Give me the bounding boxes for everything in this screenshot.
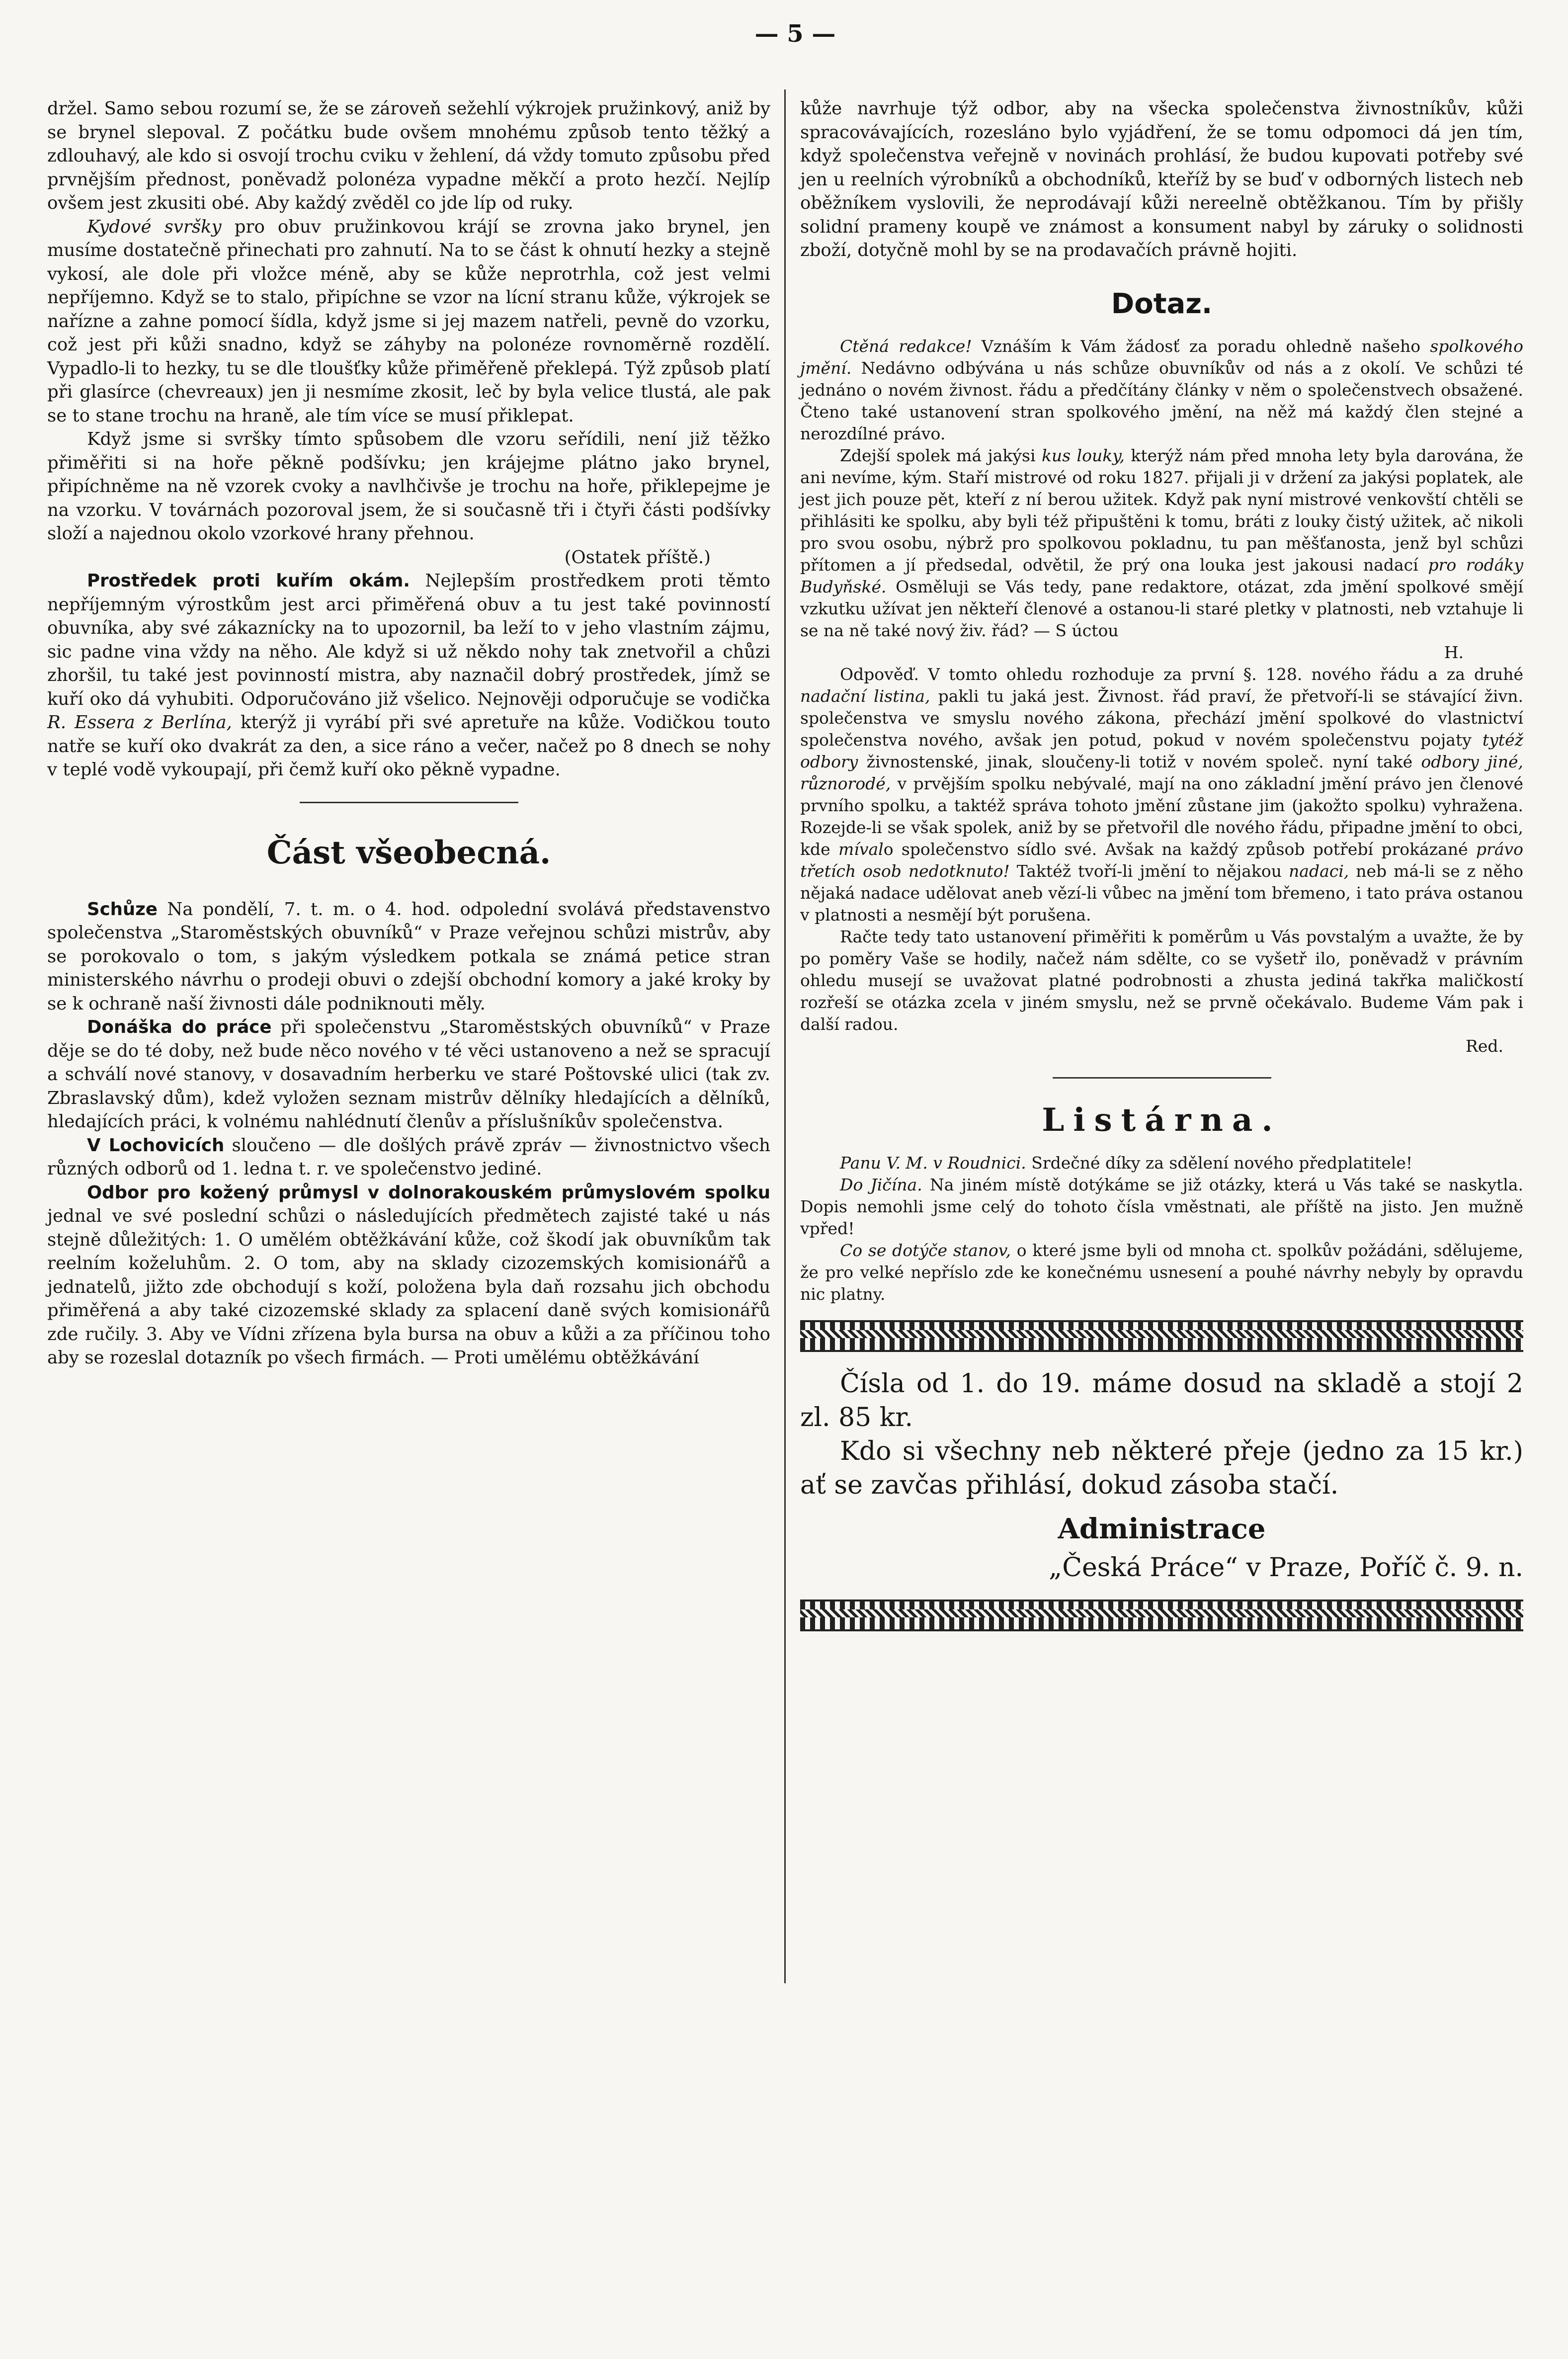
article-heading: Prostředek proti kuřím okám. — [87, 571, 410, 591]
news-item: Schůze Na pondělí, 7. t. m. o 4. hod. odpolední svolává představenstvo společenstva „Staroměstských obuvníků“ v Praze veřejnou schůzi mistrův, aby se porokovalo o tom, s jakým výsledkem potkala se známá petice stran ministerského návrhu o prodeji obuvi o zdejší obchodní komory a jaké kroky by se k ochraně naší živnosti dále podniknouti měly. — [47, 899, 770, 1014]
continuation-note: (Ostatek příště.) — [564, 547, 711, 568]
ornament-border-top — [800, 1320, 1523, 1352]
news-item: V Lochovicích sloučeno — dle došlých právě zpráv — živnostnictvo všech různých odborů od 1. ledna t. r. ve společenstvo jediné. — [47, 1135, 771, 1179]
news-item: Donáška do práce při společenstvu „Staroměstských obuvníků“ v Praze děje se do té doby, než bude něco nového v té věci ustanoveno a než se spracují a schválí nové stanovy, v dosavadním herberku ve staré Poštovské ulici (tak zv. Zbraslavský dům), kdež vyložen seznam mistrův dělníky hledajících a dělníků, hledajících práci, k volnému nahlédnutí členův a příslušníkův společenstva. — [47, 1017, 771, 1132]
paragraph: držel. Samo sebou rozumí se, že se zároveň sežehlí výkrojek pružinkový, aniž by se brynel slepoval. Z počátku bude ovšem mnohému způsob tento těžký a zdlouhavý, ale kdo si osvojí trochu cviku v žehlení, dá vždy tomuto způsobu před prvnějším přednost, poněvadž polonéza vypadne měkčí a proto hezčí. Nejlíp ovšem jest zkusiti obé. Aby každý zvěděl co jde líp od ruky. — [47, 98, 770, 213]
left-column — [47, 97, 770, 1370]
right-column — [800, 97, 1523, 1646]
paragraph: Kydové svršky pro obuv pružinkovou krájí se zrovna jako brynel, jen musíme dostatečně přinechati pro zahnutí. Na to se část k ohnutí hezky a stejně vykosí, ale dole při vložce méně, aby se kůže neprotrhla, což jest velmi nepříjemno. Když se to stalo, připíchne se vzor na lícní stranu kůže, výkrojek se nařízne a zahne pomocí šídla, když jsme si jej mazem natřeli, pevně do vzorku, což jest při kůži snadno, když se záhyby na polonéze rovnoměrně rozdělí. Vypadlo-li to hezky, tu se dle tloušťky kůže přiměřeně překlepá. Týž způsob platí při glasírce (chevreaux) jen ji nesmíme zkosit, leč by byla velice tlustá, ale pak se to stane trochu na hraně, ale tím více se musí přiklepat. — [47, 216, 771, 426]
letter-paragraph: Ctěná redakce! Vznáším k Vám žádosť za poradu ohledně našeho spolkového jmění. Nedávno odbývána u nás schůze obuvníkův od nás a z okolí. Ve schůzi té jednáno o novém živnost. řádu a předčítány články v něm o společenstvech obsažené. Čteno také ustanovení stran spolkového jmění, na něž má každý člen stejné a nerozdílné právo. — [800, 337, 1523, 443]
listarna-item: Co se dotýče stanov, o které jsme byli od mnoha ct. spolkův požádáni, sdělujeme, že pro velké nepříslo zde ke konečnému usnesení a pouhé návrhy nebyly by opravdu nic platny. — [800, 1240, 1524, 1304]
paragraph: kůže navrhuje týž odbor, aby na všecka společenstva živnostníkův, kůži spracovávajících, rozesláno bylo vyjádření, že se tomu odpomoci dá jen tím, když společenstva veřejně v novinách prohlásí, že budou kupovati potřeby své jen u reelních výrobníků a obchodníků, kteříž by se buď v odborných listech neb oběžníkem vyslovili, že neprodávají kůži nereelně obtěžkanou. Tím by přišly solidní prameny koupě ve známost a konsument nabyl by záruky o solidnosti zboží, dotyčně mohl by se na prodavačích právně hojiti. — [800, 98, 1523, 260]
reply-paragraph: Račte tedy tato ustanovení přiměřiti k poměrům u Vás povstalým a uvažte, že by po poměry Vaše se hodily, načež nám sdělte, co se vyšetř ilo, poněvadž v právním ohledu musejí se uvažovat platné podrobnosti a zhusta jediná takřka maličkostí rozřeší se otázka zcela v jiném smyslu, než se prvně očekávalo. Budeme Vám pak i další radou. — [800, 927, 1523, 1034]
listarna-item: Panu V. M. v Roudnici. Srdečné díky za sdělení nového předplatitele! — [840, 1153, 1413, 1173]
advertisement — [800, 1367, 1523, 1585]
section-title: Část všeobecná. — [266, 834, 551, 871]
reply-paragraph: Odpověď. V tomto ohledu rozhoduje za první §. 128. nového řádu a za druhé nadační listina, pakli tu jaká jest. Živnost. řád praví, že přetvoří-li se stávající živn. společenstva ve smyslu nového zákona, přechází jmění spolkové do vlastnictví společenstva nového, avšak jen potud, pokud v novém společenstvu pojaty tytéž odbory živnostenské, jinak, sloučeny-li totiž v novém společ. nyní také odbory jiné, různorodé, v prvějším spolku nebývalé, mají na ono základní jmění právo jen členové prvního spolku, a taktéž správa tohoto jmění zůstane jim (jakožto spolku) vyhražena. Rozejde-li se však spolek, aniž by se přetvořil dle nového řádu, připadne jmění to obci, kde mívalo společenstvo sídlo své. Avšak na každý způsob potřebí prokázané právo třetích osob nedotknuto! Taktéž tvoří-li jmění to nějakou nadaci, neb má-li se z něho nějaká nadace udělovat aneb vězí-li vůbec na jmění tom břemeno, i tato práva ostanou v platnosti a nesmějí být porušena. — [800, 665, 1524, 925]
listarna-item: Do Jičína. Na jiném místě dotýkáme se již otázky, která u Vás také se naskytla. Dopis nemohli jsme celý do tohoto čísla vměstnati, ale příště na jisto. Jen mužně vpřed! — [800, 1175, 1523, 1238]
paragraph: Když jsme si svršky tímto spůsobem dle vzoru seřídili, není již těžko přiměřiti si na hoře pěkně podšívku; jen krájejme plátno jako brynel, připíchněme na ně vzorek cvoky a navlhčivše je trochu na hoře, přiklepejme je na vzorku. V továrnách pozoroval jsem, že si současně tři i čtyři části podšívky složí a najednou okolo vzorkové hrany přehnou. — [47, 429, 770, 544]
divider — [1053, 1077, 1271, 1079]
letter-signature: H. — [1444, 643, 1464, 662]
listarna-title: Listárna. — [1042, 1101, 1282, 1139]
ornament-border-bottom — [800, 1600, 1523, 1631]
ad-publisher: Administrace — [1058, 1512, 1266, 1545]
page-number: — 5 — — [754, 20, 836, 48]
article: Prostředek proti kuřím okám. Nejlepším prostředkem proti těmto nepříjemným výrostkům jest arci přiměřená obuv a tu jest také povinností obuvníka, aby své zákaznícky na to upozornil, ba leží to v jeho vlastním zájmu, sic padne vina vždy na něho. Ale když si už někdo nohy tak znetvořil a chůzi zhoršil, tu také jest povinností mistra, aby naznačil dobrý prostředek, jímž se kuří oko dá vyhubiti. Odporučováno již všelico. Nejnověji odporučuje se vodička R. Essera z Berlína, kterýž ji vyrábí při své apretuře na kůže. Vodičkou touto natře se kuří oko dvakrát za den, a sice ráno a večer, načež po 8 dnech se nohy v teplé vodě vykoupají, při čemž kuří oko pěkně vypadne. — [47, 571, 770, 780]
ad-line: Kdo si všechny neb některé přeje (jedno za 15 kr.) ať se zavčas přihlásí, dokud zásoba stačí. — [800, 1436, 1523, 1500]
letter-paragraph: Zdejší spolek má jakýsi kus louky, kterýž nám před mnoha lety byla darována, že ani nevíme, kým. Staří mistrové od roku 1827. přijali ji v držení za jakýsi poplatek, ale jest jich pouze pět, kteří z ní berou užitek. Když pak nyní mistrové venkovští chtěli se přihlásiti ke spolku, aby byli též připuštěni k tomu, bráti z louky čistý užitek, ač nikoli pro svou osobu, nýbrž pro spolkovou pokladnu, tu pan měšťanosta, jenž byl schůzi přítomen a jí předsedal, odvětil, že prý ona louka jest jakousi nadací pro rodáky Budyňské. Osměluji se Vás tedy, pane redaktore, otázat, zda jmění spolkové smějí vzkutku užívat jen někteří členové a ostanou-li staré pletky v platnosti, neb vztahuje li se na ně také nový živ. řád? — S úctou — [800, 446, 1524, 640]
news-item: Odbor pro kožený průmysl v dolnorakouském průmyslovém spolku jednal ve své poslední schůzi o následujících předmětech zajisté také u nás stejně důležitých: 1. O umělém obtěžkávání kůže, což škodí jak obuvníkům tak reelním koželuhům. 2. O tom, aby na sklady cizozemských komisionářů a jednatelů, jižto zde obchodují s koží, položena byla daň rozsahu jich obchodu přiměřená a aby také cizozemské sklady za splacení daně svých komisionářů zde ručily. 3. Aby ve Vídni zřízena byla bursa na obuv a kůži a za příčinou toho aby se rozeslal dotazník po všech firmách. — Proti umělému obtěžkávání — [47, 1182, 770, 1368]
ad-address: „Česká Práce“ v Praze, Poříč č. 9. n. — [1049, 1552, 1523, 1583]
dotaz-title: Dotaz. — [1111, 287, 1213, 320]
ad-line: Čísla od 1. do 19. máme dosud na skladě a stojí 2 zl. 85 kr. — [800, 1368, 1523, 1432]
column-divider — [784, 89, 786, 1983]
divider — [300, 802, 518, 803]
reply-signature: Red. — [1466, 1036, 1503, 1056]
